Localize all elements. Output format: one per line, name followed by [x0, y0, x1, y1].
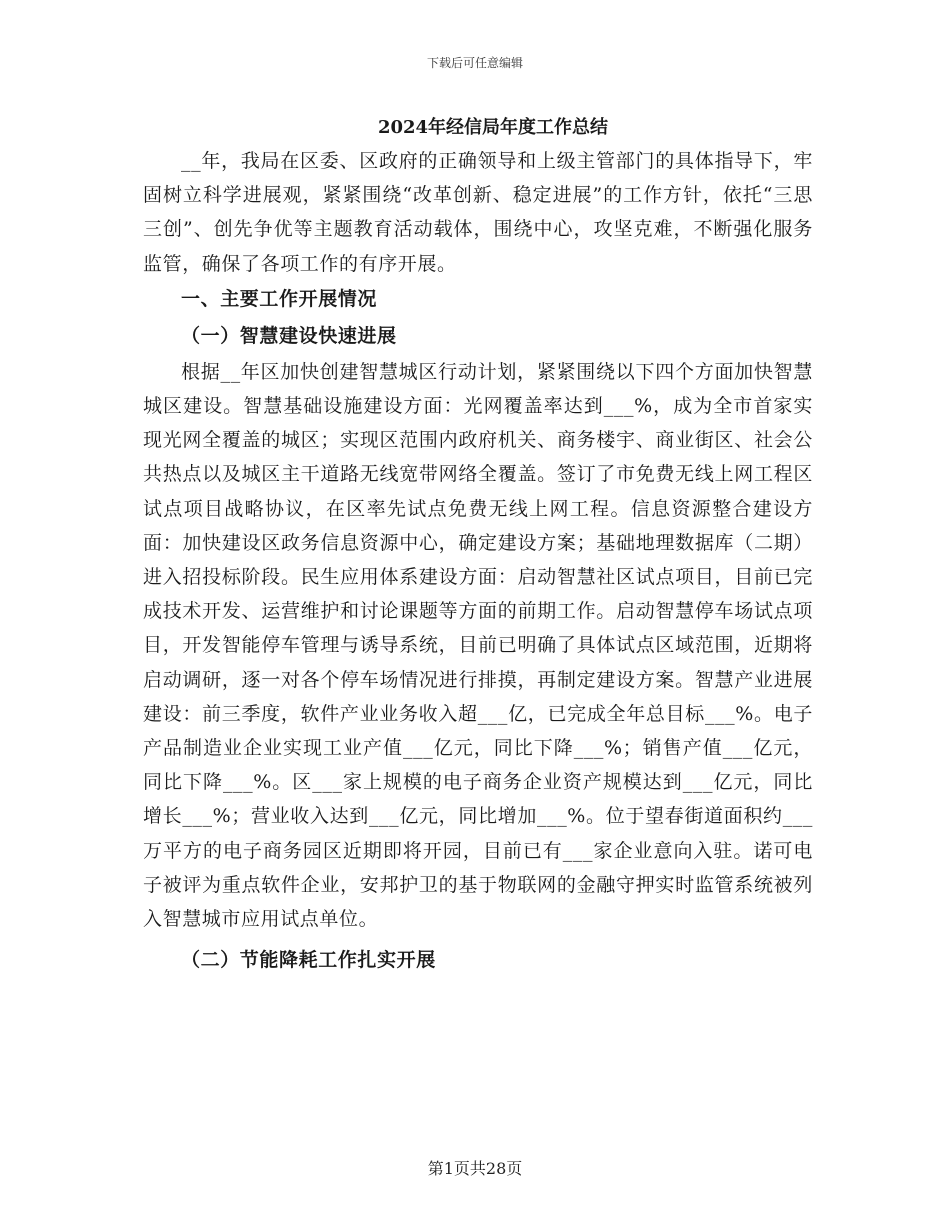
document-title: 2024年经信局年度工作总结 — [377, 117, 609, 138]
page-header-note: 下载后可任意编辑 — [426, 56, 523, 70]
subsection-heading-1: （一）智慧建设快速进展 — [181, 324, 397, 347]
subsection-heading-2: （二）节能降耗工作扎实开展 — [181, 949, 436, 972]
subsection-1-paragraph: 根据__年区加快创建智慧城区行动计划，紧紧围绕以下四个方面加快智慧城区建设。智慧基础设施建设方面：光网覆盖率达到___%，成为全市首家实现光网全覆盖的城区；实现区范围内政府机关、商务楼宇、商业街区、社会公共热点以及城区主干道路无线宽带网络全覆盖。签订了市免费无线上网工程区试点项目战略协议，在区率先试点免费无线上网工程。信息资源整合建设方面：加快建设区政务信息资源中心，确定建设方案；基础地理数据库（二期）进入招投标阶段。民生应用体系建设方面：启动智慧社区试点项目，目前已完成技术开发、运营维护和讨论课题等方面的前期工作。启动智慧停车场试点项目，开发智能停车管理与诱导系统，目前已明确了具体试点区域范围，近期将启动调研，逐一对各个停车场情况进行排摸，再制定建设方案。智慧产业进展建设：前三季度，软件产业业务收入超___亿，已完成全年总目标___%。电子产品制造业企业实现工业产值___亿元，同比下降___%；销售产值___亿元，同比下降___%。区___家上规模的电子商务企业资产规模达到___亿元，同比增长___%；营业收入达到___亿元，同比增加___%。位于望春街道面积约___万平方的电子商务园区近期即将开园，目前已有___家企业意向入驻。诺可电子被评为重点软件企业，安邦护卫的基于物联网的金融守押实时监管系统被列入智慧城市应用试点单位。 — [143, 360, 813, 931]
section-heading-1: 一、主要工作开展情况 — [181, 287, 378, 310]
page-number: 第1页共28页 — [427, 1159, 523, 1178]
document-body — [143, 112, 813, 979]
intro-paragraph: __年，我局在区委、区政府的正确领导和上级主管部门的具体指导下，牢固树立科学进展观，紧紧围绕“改革创新、稳定进展”的工作方针，依托“三思三创”、创先争优等主题教育活动载体，围绕中心，攻坚克难，不断强化服务监管，确保了各项工作的有序开展。 — [143, 150, 813, 275]
